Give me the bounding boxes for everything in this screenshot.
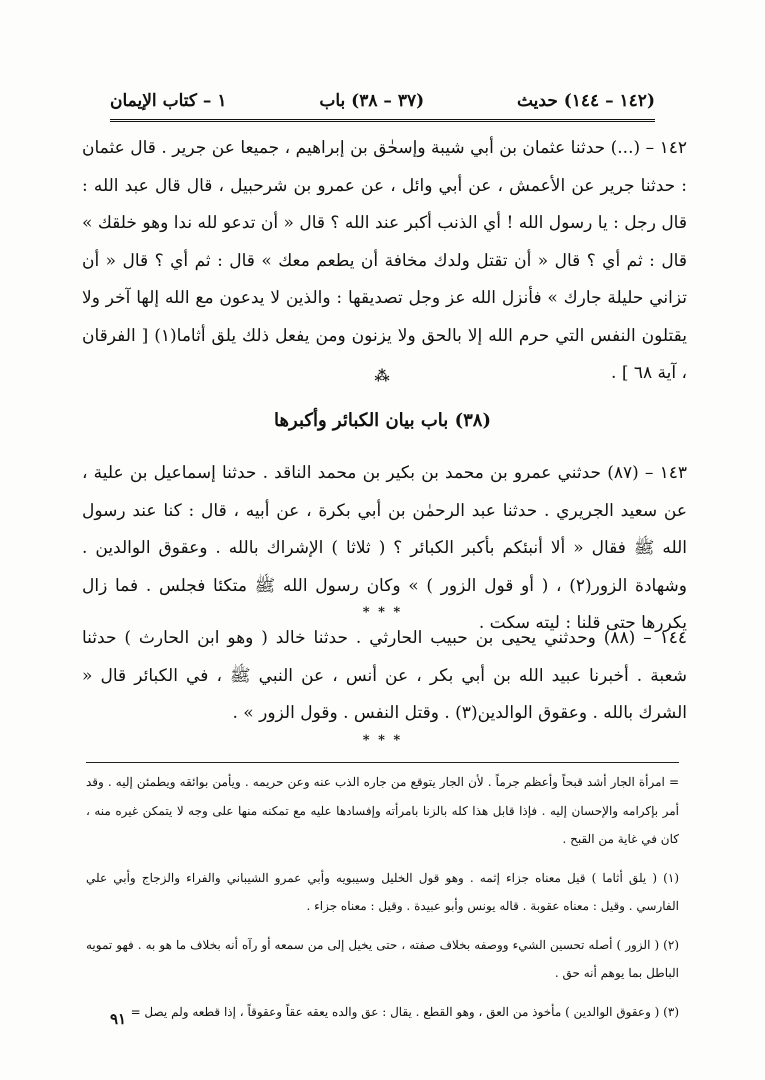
hadith-separator-1: * * * — [362, 605, 403, 620]
hadith-separator-2: * * * — [362, 733, 403, 748]
hadith-143-paragraph: ١٤٣ – (٨٧) حدثني عمرو بن محمد بن بكير بن محمد الناقد . حدثنا إسماعيل بن علية ، عن سعيد الجريري . حدثنا عبد الرحمٰن بن أبي بكرة ، عن أبيه ، قال : كنا عند رسول الله ﷺ فقال « ألا أنبئكم بأكبر الكبائر ؟ ( ثلاثا ) الإشراك بالله . وعقوق الوالدين . وشهادة الزور(٢) ، ( أو قول الزور ) » وكان رسول الله ﷺ متكئا فجلس . فما زال يكررها حتى قلنا : ليته سكت . — [82, 463, 687, 633]
header-book-title: ١ – كتاب الإيمان — [110, 91, 227, 111]
header-chapter-range: (٣٧ – ٣٨) باب — [319, 91, 425, 111]
footnote-continuation: = امرأة الجار أشد قبحاً وأعظم جرماً . لأن الجار يتوقع من جاره الذب عنه وعن حريمه . ويأمن بوائقه ويطمئن إليه . وقد أمر بإكرامه والإحسان إليه . فإذا قابل هذا كله بالزنا بامرأته وإفسادها عليه مع تمكنه منها على وجه لا يتمكن غيره منه ، كان في غاية من القبح . — [86, 775, 679, 846]
running-header — [110, 86, 655, 116]
footnote-2: (٢) ( الزور ) أصله تحسين الشيء ووصفه بخلاف صفته ، حتى يخيل إلى من سمعه أو رآه أنه بخلاف ما هو به . فهو تمويه الباطل بما يوهم أنه حق . — [86, 937, 679, 980]
footnote-divider — [86, 762, 679, 763]
footnote-1: (١) ( يلق أثاما ) قيل معناه جزاء إثمه . وهو قول الخليل وسيبويه وأبي عمرو الشيباني والفراء والزجاج وأبي علي الفارسي . وقيل : معناه عقوبة . قاله يونس وأبو عبيدة . وقيل : معناه جزاء . — [86, 870, 679, 913]
hadith-144-paragraph: ١٤٤ – (٨٨) وحدثني يحيى بن حبيب الحارثي . حدثنا خالد ( وهو ابن الحارث ) حدثنا شعبة . أخبرنا عبيد الله بن أبي بكر ، عن أنس ، عن النبي ﷺ ، في الكبائر قال « الشرك بالله . وعقوق الوالدين(٣) . وقتل النفس . وقول الزور » . — [82, 628, 687, 723]
header-hadith-range: (١٤٢ – ١٤٤) حديث — [516, 91, 655, 111]
chapter-38-title: (٣٨) باب بيان الكبائر وأكبرها — [274, 410, 491, 431]
footnote-3: (٣) ( وعقوق الوالدين ) مأخوذ من العق ، وهو القطع . يقال : عق والده يعقه عقاً وعقوقاً ، إذا قطعه ولم يصل = — [130, 1004, 679, 1019]
page-number: ٩١ — [110, 1010, 127, 1028]
section-stars-divider: ⁂ — [374, 367, 391, 385]
header-divider — [110, 119, 655, 122]
hadith-142-paragraph: ١٤٢ – (...) حدثنا عثمان بن أبي شيبة وإسحٰق بن إبراهيم ، جميعا عن جرير . قال عثمان : حدثنا جرير عن الأعمش ، عن أبي وائل ، عن عمرو بن شرحبيل ، قال قال عبد الله : قال رجل : يا رسول الله ! أي الذنب أكبر عند الله ؟ قال « أن تدعو لله ندا وهو خلقك » قال : ثم أي ؟ قال « أن تقتل ولدك مخافة أن يطعم معك » قال : ثم أي ؟ قال « أن تزاني حليلة جارك » فأنزل الله عز وجل تصديقها : والذين لا يدعون مع الله إلها آخر ولا يقتلون النفس التي حرم الله إلا بالحق ولا يزنون ومن يفعل ذلك يلق أثاما(١) [ الفرقان ، آية ٦٨ ] . — [82, 138, 687, 383]
footnotes-block — [86, 768, 679, 1026]
